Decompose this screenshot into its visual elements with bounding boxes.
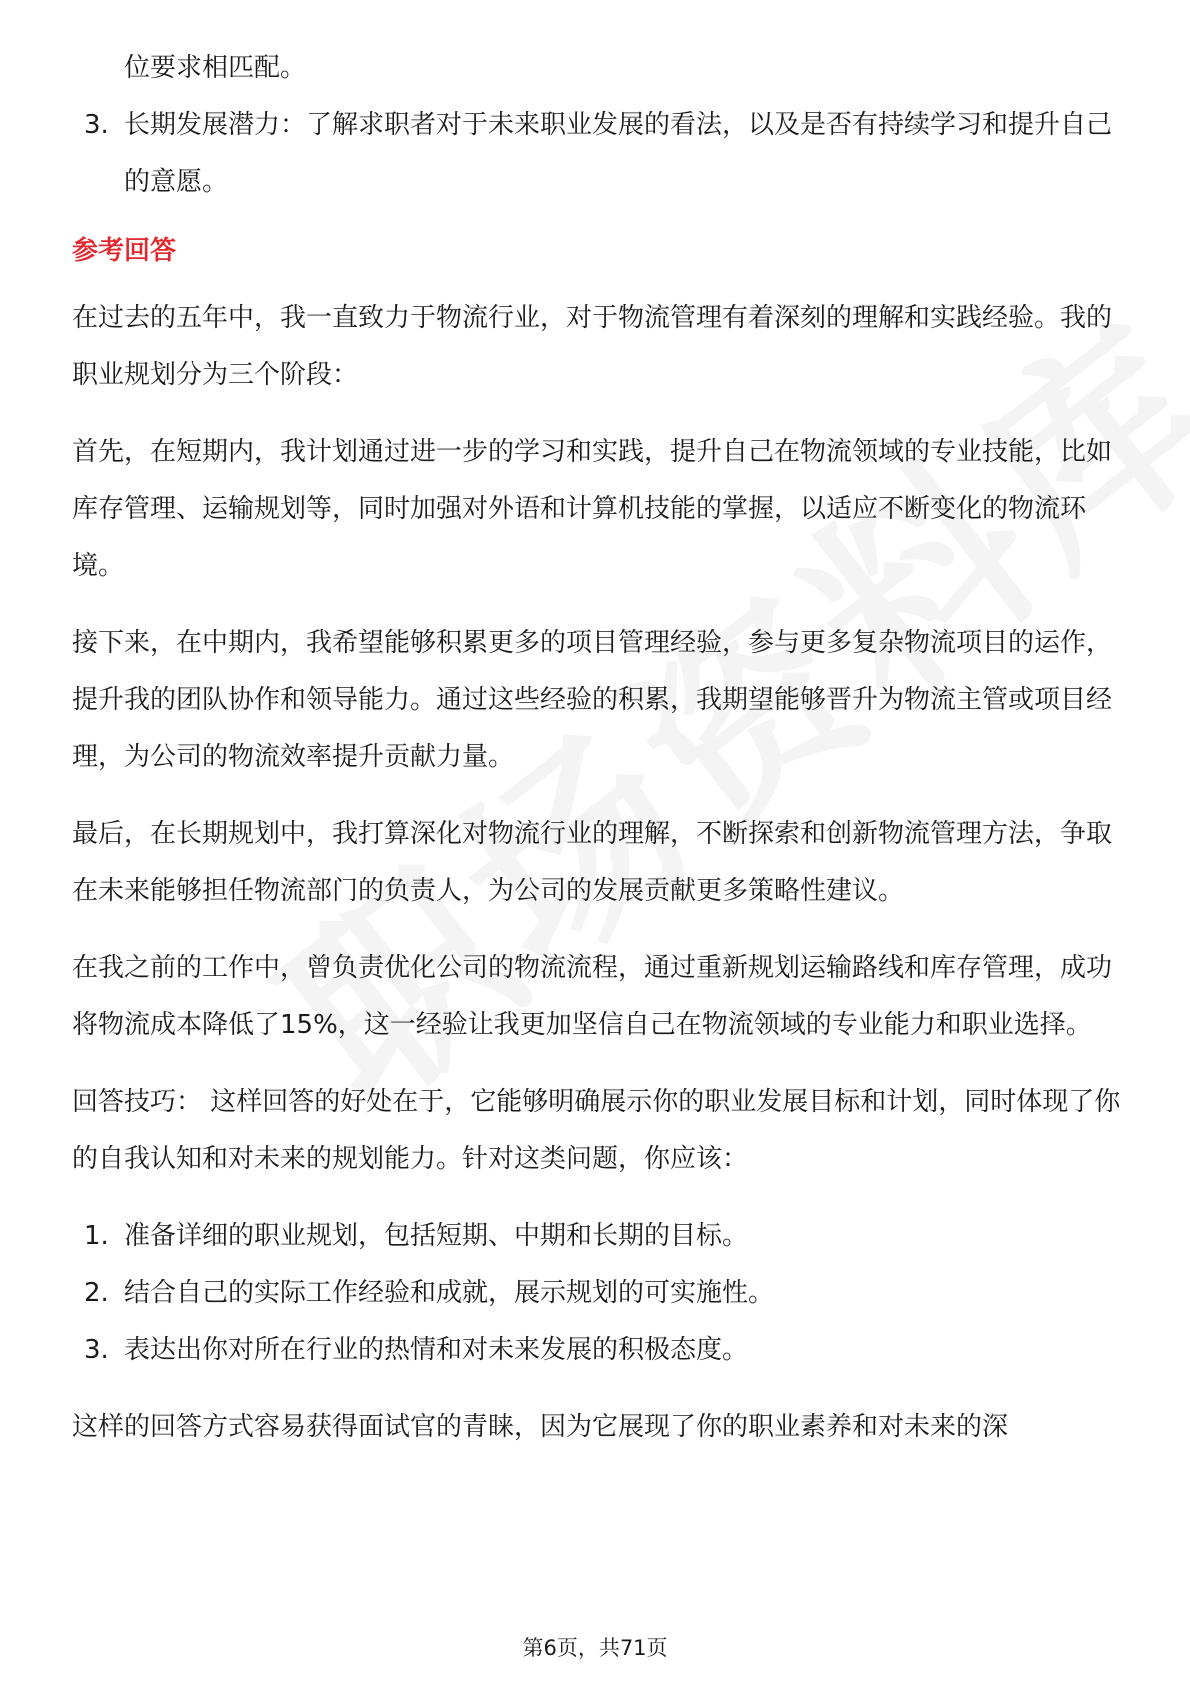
- list-item-text: 表达出你对所在行业的热情和对未来发展的积极态度。: [124, 1335, 749, 1365]
- paragraph: 首先，在短期内，我计划通过进一步的学习和实践，提升自己在物流领域的专业技能，比如库存管理、运输规划等，同时加强对外语和计算机技能的掌握，以适应不断变化的物流环境。: [72, 437, 1113, 581]
- list-item: [72, 1208, 1122, 1265]
- list-number: 1.: [84, 1221, 109, 1251]
- paragraph: 最后，在长期规划中，我打算深化对物流行业的理解，不断探索和创新物流管理方法，争取在未来能够担任物流部门的负责人，为公司的发展贡献更多策略性建议。: [72, 819, 1113, 906]
- list-number: 3.: [84, 1335, 109, 1365]
- paragraph: 在过去的五年中，我一直致力于物流行业，对于物流管理有着深刻的理解和实践经验。我的职业规划分为三个阶段：: [72, 303, 1113, 390]
- section-heading: 参考回答: [72, 236, 177, 266]
- list-number: 2.: [84, 1278, 109, 1308]
- paragraph: 在我之前的工作中，曾负责优化公司的物流流程，通过重新规划运输路线和库存管理，成功将物流成本降低了15%，这一经验让我更加坚信自己在物流领域的专业能力和职业选择。: [72, 953, 1113, 1040]
- tips-list: [72, 1208, 1122, 1379]
- list-item-text: 准备详细的职业规划，包括短期、中期和长期的目标。: [124, 1221, 749, 1251]
- list-item: [72, 1322, 1122, 1379]
- paragraph: 接下来，在中期内，我希望能够积累更多的项目管理经验，参与更多复杂物流项目的运作，提升我的团队协作和领导能力。通过这些经验的积累，我期望能够晋升为物流主管或项目经理，为公司的物流效率提升贡献力量。: [72, 628, 1113, 772]
- closing-paragraph: 这样的回答方式容易获得面试官的青睐，因为它展现了你的职业素养和对未来的深: [72, 1412, 1009, 1442]
- list-number: 3.: [84, 110, 109, 140]
- list-item-text: 结合自己的实际工作经验和成就，展示规划的可实施性。: [124, 1278, 775, 1308]
- tips-intro: 回答技巧： 这样回答的好处在于，它能够明确展示你的职业发展目标和计划，同时体现了你的自我认知和对未来的规划能力。针对这类问题，你应该：: [72, 1087, 1121, 1174]
- list-item: [72, 97, 1122, 211]
- list-continuation: 位要求相匹配。: [124, 53, 307, 83]
- list-item-text: 长期发展潜力：了解求职者对于未来职业发展的看法，以及是否有持续学习和提升自己的意愿。: [124, 110, 1113, 197]
- page-footer: 第6页，共71页: [522, 1636, 668, 1660]
- document-body: [72, 40, 1122, 1456]
- list-item: [72, 1265, 1122, 1322]
